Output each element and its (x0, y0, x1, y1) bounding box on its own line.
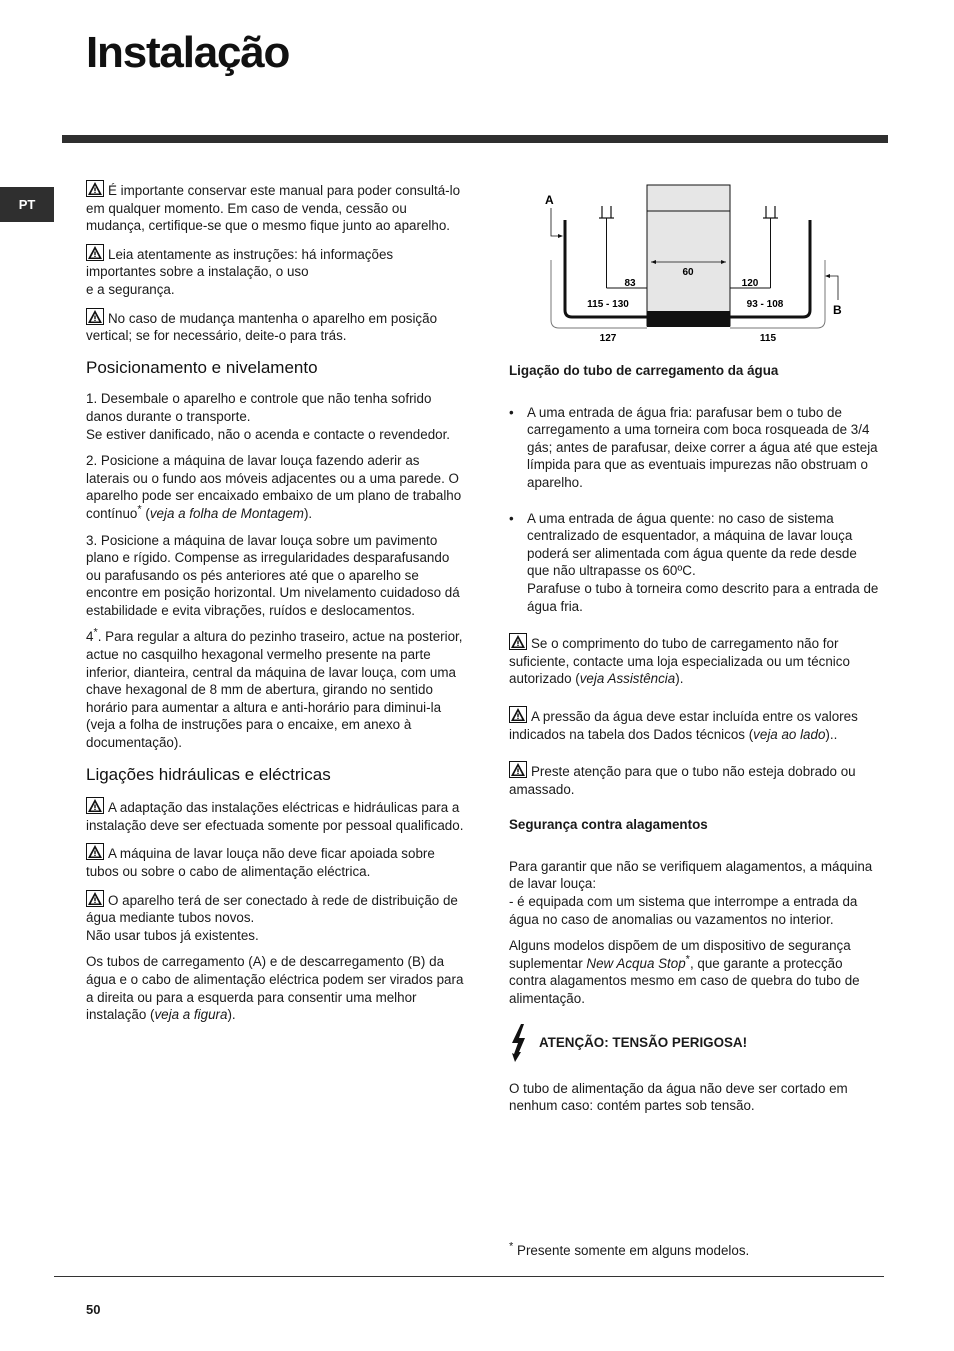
diagram-svg (509, 180, 881, 350)
left-column (86, 180, 466, 1033)
tap-left-icon (599, 206, 647, 288)
flood-paragraph-2: Alguns modelos dispõem de um dispositivo de segurança suplementar New Acqua Stop*, que garante a protecção contra alagamentos mesmo em caso de quebra do tubo de alimentação. (509, 938, 860, 1007)
warning-hose-length: Se o comprimento do tubo de carregamento não for suficiente, contacte uma loja especializada ou um técnico autorizado (veja Assistência). (509, 633, 881, 688)
warning-icon (86, 797, 104, 814)
warning-icon (509, 706, 527, 723)
reference-link: veja a folha de Montagem (149, 505, 304, 521)
warning-icon (86, 890, 104, 907)
warning-icon (86, 180, 104, 197)
warning-read-instructions: Leia atentamente as instruções: há informações importantes sobre a instalação, o uso e a segurança. (86, 244, 466, 299)
list-item: • A uma entrada de água quente: no caso de sistema centralizado de esquentador, a máquina de lavar louça poderá ser alimentada com água quente da rede desde que não ultrapasse os 60ºC. Parafuse o tubo à torneira como descrito para a entrada de água fria. (509, 510, 881, 616)
reference-link: veja Assistência (579, 671, 676, 687)
step-3: 3. Posicione a máquina de lavar louça sobre um pavimento plano e rígido. Compense as irregularidades desparafusando ou parafusando os pés anteriores até que o aparelho se encontre em posição horizontal. Um nivelamento cuidadoso dá estabilidade e evita vibrações, ruídos e deslocamentos. (86, 532, 460, 618)
step-4: 4*. Para regular a altura do pezinho traseiro, actue na posterior, actue no casquilho hexagonal vermelho presente na parte inferior, dianteira, central da máquina de lavar louça, com uma chave hexagonal de 8 mm de abertura, girando no sentido horário para aumentar a altura e anti-horário para diminui-la (veja a folha de instruções para o encaixe, em anexo à documentação). (86, 627, 463, 751)
heading-inlet-hose: Ligação do tubo de carregamento da água (509, 363, 779, 378)
label-a: A (545, 193, 554, 207)
reference-link: veja a figura (154, 1007, 228, 1023)
label-b: B (833, 303, 842, 317)
dim-115-label: 115 (759, 333, 777, 344)
danger-title: ATENÇÃO: TENSÃO PERIGOSA! (539, 1034, 748, 1050)
tubes-orientation: Os tubos de carregamento (A) e de descarregamento (B) da água e o cabo de alimentação eléctrica podem ser virados para a direita ou para a esquerda para consentir uma melhor instalação (veja a figura). (86, 954, 464, 1023)
language-tab: PT (0, 187, 54, 222)
dim-120-label: 120 (741, 278, 759, 289)
step-2: 2. Posicione a máquina de lavar louça fazendo aderir as laterais ou o fundo aos móveis adjacentes ou a uma parede. O aparelho pode ser encaixado embaixo de um plano de trabalho contínuo* (veja a folha de Montagem). (86, 453, 462, 521)
tap-right-icon (730, 206, 778, 288)
product-name: New Acqua Stop (586, 955, 686, 971)
dim-115-130-label: 115 - 130 (587, 299, 629, 310)
inlet-list (509, 404, 881, 616)
top-rule (62, 135, 888, 143)
warning-vertical-position: No caso de mudança mantenha o aparelho em posição vertical; se for necessário, deite-o para trás. (86, 308, 466, 345)
warning-qualified-personnel: A adaptação das instalações eléctricas e hidráulicas para a instalação deve ser efectuada somente por pessoal qualificado. (86, 797, 466, 834)
heading-connections: Ligações hidráulicas e eléctricas (86, 764, 331, 784)
appliance-body (647, 185, 730, 326)
dim-60-label: 60 (682, 267, 694, 278)
reference-link: veja ao lado (753, 726, 826, 742)
appliance-base (647, 311, 730, 327)
warning-water-pressure: A pressão da água deve estar incluída entre os valores indicados na tabela dos Dados técnicos (veja ao lado).. (509, 706, 881, 743)
dim-83-label: 83 (624, 278, 636, 289)
warning-hose-bent: Preste atenção para que o tubo não esteja dobrado ou amassado. (509, 761, 881, 798)
warning-icon (509, 633, 527, 650)
page-number: 50 (86, 1302, 101, 1317)
warning-no-pipes: A máquina de lavar louça não deve ficar apoiada sobre tubos ou sobre o cabo de alimentação eléctrica. (86, 843, 466, 880)
warning-icon (86, 843, 104, 860)
flood-paragraph-1: Para garantir que não se verifiquem alagamentos, a máquina de lavar louça: - é equipada com um sistema que interrompe a entrada da água no caso de anomalias ou vazamentos no interior. (509, 858, 873, 927)
installation-diagram (509, 180, 881, 350)
lightning-icon (509, 1024, 529, 1062)
warning-icon (86, 308, 104, 325)
footnote: * Presente somente em alguns modelos. (509, 1240, 750, 1258)
bottom-rule (54, 1276, 884, 1277)
dim-127-label: 127 (599, 333, 617, 344)
right-column (509, 180, 881, 1124)
heading-positioning: Posicionamento e nivelamento (86, 357, 318, 377)
danger-notice (509, 1024, 881, 1062)
warning-new-tubes: O aparelho terá de ser conectado à rede de distribuição de água mediante tubos novos. Não usar tubos já existentes. (86, 890, 466, 945)
page-title: Instalação (86, 28, 290, 77)
step-1: 1. Desembale o aparelho e controle que não tenha sofrido danos durante o transporte. Se estiver danificado, não o acenda e contacte o revendedor. (86, 391, 451, 442)
warning-icon (509, 761, 527, 778)
list-item: • A uma entrada de água fria: parafusar bem o tubo de carregamento a uma torneira com boca rosqueada de 3/4 gás; antes de parafusar, deixe correr a água até que esteja límpida para que as eventuais impurezas não obstruam o aparelho. (509, 404, 881, 492)
warning-icon (86, 244, 104, 261)
danger-text: O tubo de alimentação da água não deve ser cortado em nenhum caso: contém partes sob tensão. (509, 1080, 848, 1114)
heading-flood-safety: Segurança contra alagamentos (509, 817, 708, 833)
warning-keep-manual: É importante conservar este manual para poder consultá-lo em qualquer momento. Em caso de venda, cessão ou mudança, certifique-se que o mesmo fique junto ao aparelho. (86, 180, 466, 235)
dim-93-108-label: 93 - 108 (746, 299, 784, 310)
